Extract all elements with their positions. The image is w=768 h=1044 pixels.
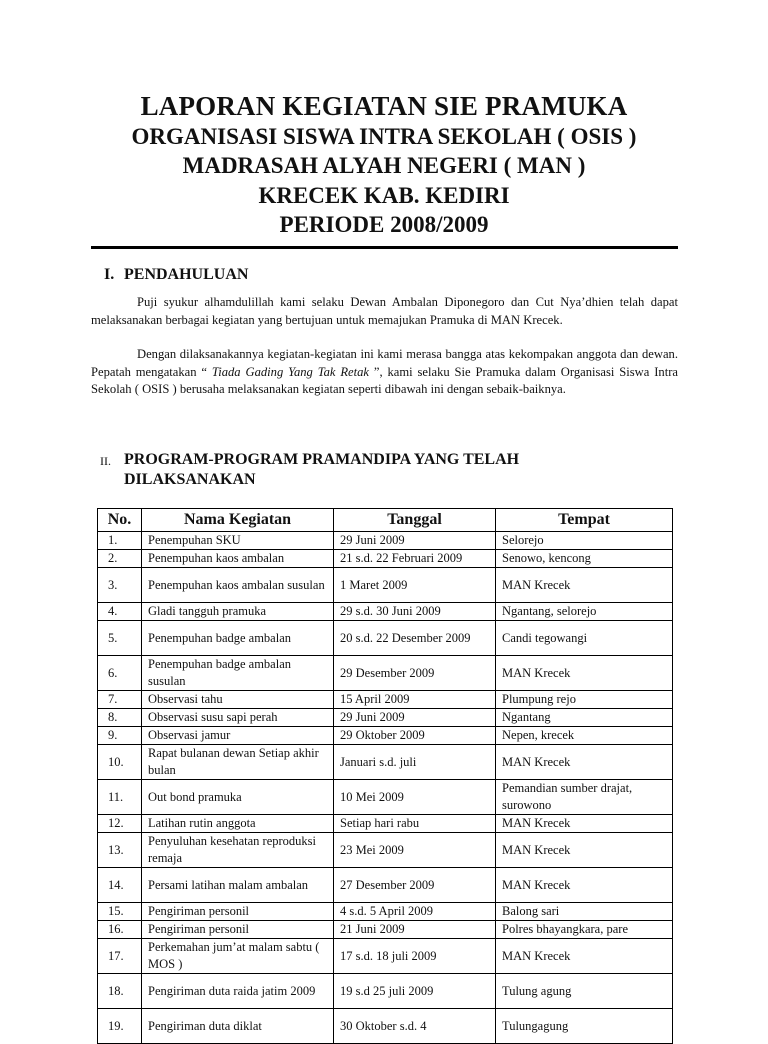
cell-nama: Penempuhan kaos ambalan susulan (142, 568, 334, 603)
cell-nama: Observasi tahu (142, 691, 334, 709)
cell-tempat: MAN Krecek (496, 868, 673, 903)
cell-nama: Pengiriman personil (142, 921, 334, 939)
cell-no: 3. (98, 568, 142, 603)
cell-tanggal: 21 Juni 2009 (334, 921, 496, 939)
table-row (98, 550, 673, 568)
cell-no: 14. (98, 868, 142, 903)
cell-nama: Perkemahan jum’at malam sabtu ( MOS ) (142, 939, 334, 974)
cell-tempat: MAN Krecek (496, 656, 673, 691)
cell-tanggal: 29 Juni 2009 (334, 532, 496, 550)
section-2-title: PROGRAM-PROGRAM PRAMANDIPA YANG TELAH DILAKSANAKAN (124, 451, 520, 488)
header-no: No. (98, 509, 142, 532)
cell-tanggal: 29 Juni 2009 (334, 709, 496, 727)
cell-tempat: MAN Krecek (496, 939, 673, 974)
intro-paragraph-1-text: Puji syukur alhamdulillah kami selaku Dewan Ambalan Diponegoro dan Cut Nya’dhien telah dapat melaksanakan berbagai kegiatan yang bertujuan untuk memajukan Pramuka di MAN Krecek. (91, 295, 678, 327)
header-tanggal: Tanggal (334, 509, 496, 532)
cell-tanggal: 19 s.d 25 juli 2009 (334, 974, 496, 1009)
cell-no: 6. (98, 656, 142, 691)
cell-tempat: MAN Krecek (496, 833, 673, 868)
table-header-row (98, 509, 673, 532)
cell-tanggal: 10 Mei 2009 (334, 780, 496, 815)
cell-no: 12. (98, 815, 142, 833)
cell-tanggal: 23 Mei 2009 (334, 833, 496, 868)
intro-paragraph-2-end: ”, kami selaku Sie Pramuka dalam Organisasi Siswa Intra Sekolah ( OSIS ) berusaha melaksanakan kegiatan seperti dibawah ini dengan sebaik-baiknya. (91, 364, 679, 396)
cell-nama: Pengiriman duta diklat (142, 1009, 334, 1044)
table-row (98, 709, 673, 727)
cell-tanggal: 1 Maret 2009 (334, 568, 496, 603)
cell-no: 19. (98, 1009, 142, 1044)
cell-tanggal: 20 s.d. 22 Desember 2009 (334, 621, 496, 656)
cell-tempat: Pemandian sumber drajat, surowono (496, 780, 673, 815)
table-row (98, 1009, 673, 1044)
cell-tanggal: 29 Oktober 2009 (334, 727, 496, 745)
cell-tempat: Plumpung rejo (496, 691, 673, 709)
cell-no: 8. (98, 709, 142, 727)
cell-tempat: Senowo, kencong (496, 550, 673, 568)
table-row (98, 745, 673, 780)
section-1-title: PENDAHULUAN (124, 266, 249, 283)
report-title (0, 92, 768, 240)
cell-nama: Penempuhan badge ambalan susulan (142, 656, 334, 691)
table-row (98, 603, 673, 621)
cell-tempat: Tulung agung (496, 974, 673, 1009)
cell-no: 2. (98, 550, 142, 568)
cell-tempat: Balong sari (496, 903, 673, 921)
header-nama-kegiatan: Nama Kegiatan (142, 509, 334, 532)
cell-nama: Observasi jamur (142, 727, 334, 745)
cell-no: 10. (98, 745, 142, 780)
cell-tempat: MAN Krecek (496, 815, 673, 833)
cell-no: 4. (98, 603, 142, 621)
cell-no: 11. (98, 780, 142, 815)
cell-tempat: MAN Krecek (496, 568, 673, 603)
cell-tempat: Selorejo (496, 532, 673, 550)
cell-tempat: Tulungagung (496, 1009, 673, 1044)
cell-no: 7. (98, 691, 142, 709)
cell-no: 18. (98, 974, 142, 1009)
activities-table (97, 508, 673, 1044)
cell-nama: Penyuluhan kesehatan reproduksi remaja (142, 833, 334, 868)
table-row (98, 532, 673, 550)
title-line-4: KRECEK KAB. KEDIRI (258, 182, 510, 208)
table-row (98, 656, 673, 691)
intro-paragraph-2 (91, 346, 678, 399)
cell-tempat: MAN Krecek (496, 745, 673, 780)
table-row (98, 974, 673, 1009)
section-2-number: II. (100, 454, 111, 468)
title-line-1: LAPORAN KEGIATAN SIE PRAMUKA (140, 91, 628, 121)
cell-tanggal: 4 s.d. 5 April 2009 (334, 903, 496, 921)
cell-nama: Out bond pramuka (142, 780, 334, 815)
intro-paragraph-2-start: Dengan dilaksanakannya kegiatan-kegiatan ini kami merasa bangga atas kekompakan anggota dan dewan. Pepatah mengatakan “ (91, 347, 678, 379)
table-row (98, 727, 673, 745)
cell-nama: Observasi susu sapi perah (142, 709, 334, 727)
proverb-quote: Tiada Gading Yang Tak Retak (211, 364, 369, 379)
cell-tanggal: 29 s.d. 30 Juni 2009 (334, 603, 496, 621)
cell-tempat: Ngantang (496, 709, 673, 727)
cell-nama: Pengiriman personil (142, 903, 334, 921)
cell-no: 15. (98, 903, 142, 921)
cell-tanggal: Setiap hari rabu (334, 815, 496, 833)
title-line-5: PERIODE 2008/2009 (279, 212, 489, 237)
title-line-3: MADRASAH ALYAH NEGERI ( MAN ) (182, 153, 586, 178)
cell-tanggal: 15 April 2009 (334, 691, 496, 709)
cell-no: 13. (98, 833, 142, 868)
cell-tanggal: Januari s.d. juli (334, 745, 496, 780)
intro-paragraph-1 (91, 294, 678, 329)
cell-nama: Latihan rutin anggota (142, 815, 334, 833)
cell-tempat: Polres bhayangkara, pare (496, 921, 673, 939)
title-divider (91, 246, 678, 249)
table-row (98, 939, 673, 974)
cell-nama: Penempuhan kaos ambalan (142, 550, 334, 568)
cell-tempat: Nepen, krecek (496, 727, 673, 745)
section-1-number: I. (104, 266, 115, 283)
cell-no: 17. (98, 939, 142, 974)
cell-no: 16. (98, 921, 142, 939)
title-line-2: ORGANISASI SISWA INTRA SEKOLAH ( OSIS ) (131, 123, 637, 149)
cell-nama: Rapat bulanan dewan Setiap akhir bulan (142, 745, 334, 780)
cell-tanggal: 21 s.d. 22 Februari 2009 (334, 550, 496, 568)
cell-no: 1. (98, 532, 142, 550)
table-row (98, 621, 673, 656)
table-row (98, 903, 673, 921)
cell-tanggal: 30 Oktober s.d. 4 (334, 1009, 496, 1044)
table-row (98, 568, 673, 603)
cell-nama: Gladi tangguh pramuka (142, 603, 334, 621)
cell-tanggal: 17 s.d. 18 juli 2009 (334, 939, 496, 974)
cell-tempat: Candi tegowangi (496, 621, 673, 656)
table-row (98, 833, 673, 868)
cell-tanggal: 27 Desember 2009 (334, 868, 496, 903)
section-1-heading (104, 266, 248, 284)
cell-nama: Pengiriman duta raida jatim 2009 (142, 974, 334, 1009)
header-tempat: Tempat (496, 509, 673, 532)
table-row (98, 815, 673, 833)
cell-tempat: Ngantang, selorejo (496, 603, 673, 621)
table-row (98, 921, 673, 939)
table-row (98, 780, 673, 815)
cell-nama: Penempuhan badge ambalan (142, 621, 334, 656)
cell-nama: Penempuhan SKU (142, 532, 334, 550)
cell-nama: Persami latihan malam ambalan (142, 868, 334, 903)
cell-no: 9. (98, 727, 142, 745)
cell-no: 5. (98, 621, 142, 656)
table-row (98, 868, 673, 903)
cell-tanggal: 29 Desember 2009 (334, 656, 496, 691)
table-row (98, 691, 673, 709)
